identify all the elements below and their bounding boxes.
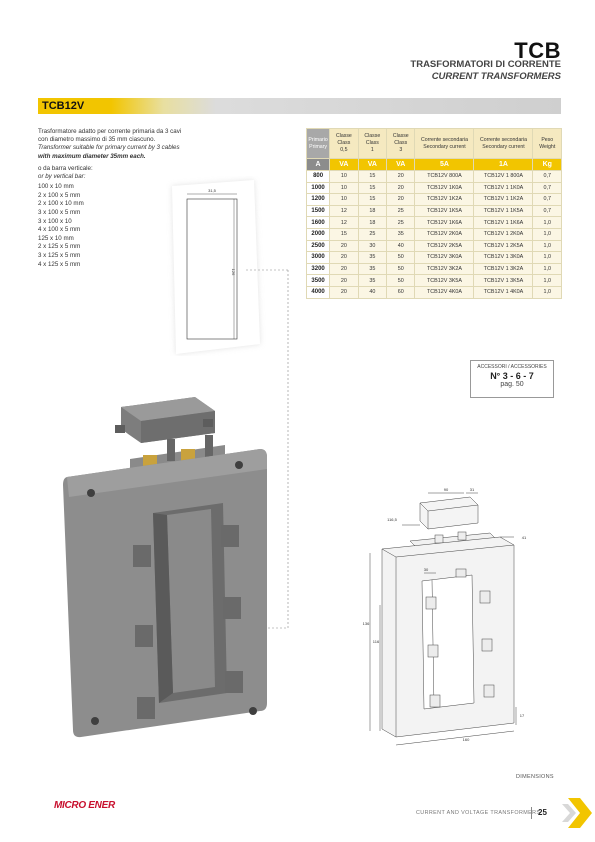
bar-size-item: 3 x 125 x 5 mm — [38, 251, 81, 259]
table-header-cell — [307, 129, 330, 159]
dim-label: 31 — [469, 487, 475, 492]
bar-intro-en: or by vertical bar: — [38, 173, 86, 181]
table-header-text: Primario — [308, 136, 328, 143]
page-number: 25 — [538, 808, 547, 817]
table-header-text: Secondary current — [423, 143, 466, 150]
table-cell: 1,0 — [533, 263, 562, 275]
bar-size-item: 100 x 10 mm — [38, 183, 74, 191]
table-cell: 1,0 — [533, 275, 562, 287]
table-cell: 3200 — [307, 263, 330, 275]
table-header-cell — [533, 129, 562, 159]
table-header-cell — [415, 129, 474, 159]
window-height-label: 126 — [231, 268, 236, 276]
table-cell: 1,0 — [533, 228, 562, 240]
dimensions-label: DIMENSIONS — [516, 774, 554, 780]
table-header-text: Classe — [364, 133, 381, 139]
table-unit-cell: VA — [387, 159, 415, 171]
table-cell: 20 — [330, 286, 358, 298]
table-header-text: Class — [337, 140, 351, 146]
table-cell: 18 — [358, 217, 386, 229]
bar-size-item: 2 x 100 x 10 mm — [38, 200, 84, 208]
table-cell: 12 — [330, 217, 358, 229]
table-header-cell — [330, 129, 358, 159]
table-cell: 1,0 — [533, 240, 562, 252]
bar-size-item: 3 x 100 x 10 — [38, 217, 72, 225]
bar-size-item: 2 x 100 x 5 mm — [38, 191, 81, 199]
table-cell: TCB12V 2K0A — [415, 228, 474, 240]
table-header-text: Corrente secondaria — [479, 136, 527, 143]
page-subtitle-it: TRASFORMATORI DI CORRENTE — [410, 59, 561, 70]
table-row — [307, 240, 562, 252]
table-cell: 12 — [330, 205, 358, 217]
table-header-text: Corrente secondaria — [420, 136, 468, 143]
table-row — [307, 228, 562, 240]
table-cell: 25 — [358, 228, 386, 240]
table-cell: 1,0 — [533, 286, 562, 298]
table-cell: TCB12V 1 1K5A — [474, 205, 533, 217]
table-cell: TCB12V 1 3K0A — [474, 252, 533, 264]
dim-label: 41 — [521, 535, 527, 540]
dim-label: 90 — [443, 487, 449, 492]
dim-label: 30 — [423, 567, 429, 572]
product-image — [55, 385, 290, 755]
table-cell: 800 — [307, 171, 330, 183]
description-en-line2: with maximum diameter 35mm each. — [38, 152, 146, 160]
table-cell: 40 — [387, 240, 415, 252]
chevron-right-icon — [560, 796, 595, 830]
dim-label: 116 — [372, 639, 380, 644]
table-cell: 20 — [330, 252, 358, 264]
table-cell: 10 — [330, 171, 358, 183]
table-cell: 20 — [330, 263, 358, 275]
table-cell: TCB12V 1 1K6A — [474, 217, 533, 229]
table-header-text: Weight — [539, 143, 556, 150]
bar-size-item: 4 x 125 x 5 mm — [38, 260, 81, 268]
dim-label: 136 — [362, 621, 370, 626]
table-cell: 50 — [387, 263, 415, 275]
accessories-title: ACCESSORI / ACCESSORIES — [477, 364, 547, 370]
spec-table — [306, 128, 562, 299]
table-cell: 20 — [330, 240, 358, 252]
table-cell: TCB12V 3K0A — [415, 252, 474, 264]
table-cell: 20 — [330, 275, 358, 287]
table-cell: 25 — [387, 205, 415, 217]
table-cell: TCB12V 1 800A — [474, 171, 533, 183]
description-it-line1: Trasformatore adatto per corrente primaria da 3 cavi — [38, 128, 182, 135]
window-width-label: 31,5 — [208, 188, 216, 193]
table-cell: 35 — [358, 263, 386, 275]
dim-label: 116,5 — [387, 517, 397, 522]
table-cell: TCB12V 1 4K0A — [474, 286, 533, 298]
accessories-numbers: N° 3 - 6 - 7 — [490, 371, 534, 381]
model-bar — [38, 98, 561, 114]
table-cell: TCB12V 1K6A — [415, 217, 474, 229]
accessories-box — [470, 360, 554, 398]
table-unit-cell: VA — [358, 159, 386, 171]
table-unit-cell: 1A — [474, 159, 533, 171]
table-unit-cell: 5A — [415, 159, 474, 171]
table-cell: 0,7 — [533, 194, 562, 206]
table-cell: 3000 — [307, 252, 330, 264]
table-cell: TCB12V 1 2K0A — [474, 228, 533, 240]
accessories-page: pag. 50 — [500, 381, 524, 388]
table-body — [307, 171, 562, 299]
table-header-cell — [358, 129, 386, 159]
description-en-line1: Transformer suitable for primary current by 3 cables — [38, 144, 180, 152]
table-cell: 10 — [330, 182, 358, 194]
table-cell: TCB12V 1 1K0A — [474, 182, 533, 194]
table-row — [307, 263, 562, 275]
table-unit-cell: Kg — [533, 159, 562, 171]
table-unit-row — [307, 159, 562, 171]
table-cell: 18 — [358, 205, 386, 217]
table-cell: TCB12V 3K5A — [415, 275, 474, 287]
bar-size-item: 125 x 10 mm — [38, 234, 74, 242]
footer-section-title: CURRENT AND VOLTAGE TRANSFORMERS — [416, 810, 541, 816]
bar-intro-it: o da barra verticale: — [38, 164, 93, 172]
table-cell: TCB12V 1K2A — [415, 194, 474, 206]
table-row — [307, 275, 562, 287]
table-row — [307, 182, 562, 194]
table-cell: 20 — [387, 182, 415, 194]
page-subtitle-en: CURRENT TRANSFORMERS — [431, 71, 561, 82]
table-cell: 0,7 — [533, 182, 562, 194]
table-cell: 1200 — [307, 194, 330, 206]
table-cell: TCB12V 800A — [415, 171, 474, 183]
table-header-row — [307, 129, 562, 159]
table-cell: 1000 — [307, 182, 330, 194]
table-cell: 3500 — [307, 275, 330, 287]
table-header-text: 3 — [399, 147, 403, 153]
table-cell: 2000 — [307, 228, 330, 240]
table-cell: TCB12V 1K5A — [415, 205, 474, 217]
table-cell: 20 — [387, 171, 415, 183]
table-cell: 20 — [387, 194, 415, 206]
brand-logo: MICRO ENER — [54, 800, 115, 811]
table-row — [307, 217, 562, 229]
table-cell: TCB12V 1K0A — [415, 182, 474, 194]
page-title: TCB — [514, 38, 561, 63]
table-cell: 50 — [387, 252, 415, 264]
table-row — [307, 252, 562, 264]
table-row — [307, 205, 562, 217]
table-cell: 1,0 — [533, 252, 562, 264]
table-cell: 35 — [358, 252, 386, 264]
bar-size-item: 4 x 100 x 5 mm — [38, 226, 81, 234]
table-cell: 10 — [330, 194, 358, 206]
table-cell: 1,0 — [533, 217, 562, 229]
table-cell: TCB12V 1 2K5A — [474, 240, 533, 252]
table-cell: 0,7 — [533, 171, 562, 183]
dim-label: 160 — [462, 737, 470, 742]
table-header-text: Class — [365, 140, 379, 146]
dim-label: 17 — [519, 713, 525, 718]
table-cell: 35 — [387, 228, 415, 240]
bar-size-item: 2 x 125 x 5 mm — [38, 243, 81, 251]
table-header-text: Classe — [335, 133, 352, 139]
table-cell: 2500 — [307, 240, 330, 252]
table-header-text: 1 — [370, 147, 374, 153]
table-cell: 25 — [387, 217, 415, 229]
table-row — [307, 286, 562, 298]
dimensions-drawing — [340, 485, 565, 760]
table-header-cell — [474, 129, 533, 159]
table-cell: 15 — [330, 228, 358, 240]
table-cell: TCB12V 4K0A — [415, 286, 474, 298]
table-cell: 1600 — [307, 217, 330, 229]
table-cell: TCB12V 1 3K2A — [474, 263, 533, 275]
table-cell: 1500 — [307, 205, 330, 217]
bar-size-item: 3 x 100 x 5 mm — [38, 209, 81, 216]
table-cell: TCB12V 1 3K5A — [474, 275, 533, 287]
table-header-text: 0,5 — [340, 147, 348, 153]
table-unit-cell: A — [307, 159, 330, 171]
table-cell: TCB12V 1 1K2A — [474, 194, 533, 206]
table-header-cell — [387, 129, 415, 159]
table-cell: 40 — [358, 286, 386, 298]
table-header-text: Class — [394, 140, 408, 146]
table-cell: TCB12V 2K5A — [415, 240, 474, 252]
table-header-text: Secondary current — [482, 143, 525, 150]
table-cell: TCB12V 3K2A — [415, 263, 474, 275]
table-header-text: Peso — [541, 136, 554, 143]
table-cell: 0,7 — [533, 205, 562, 217]
table-row — [307, 171, 562, 183]
table-cell: 60 — [387, 286, 415, 298]
table-cell: 15 — [358, 182, 386, 194]
table-cell: 30 — [358, 240, 386, 252]
description-it-line2: con diametro massimo di 35 mm ciascuno. — [38, 136, 156, 144]
table-header-text: Classe — [392, 133, 409, 139]
table-header-text: Primary — [309, 143, 328, 150]
table-unit-cell: VA — [330, 159, 358, 171]
table-cell: 15 — [358, 171, 386, 183]
table-row — [307, 194, 562, 206]
footer-separator — [531, 807, 532, 819]
table-cell: 4000 — [307, 286, 330, 298]
table-cell: 50 — [387, 275, 415, 287]
model-label: TCB12V — [42, 100, 85, 112]
table-cell: 35 — [358, 275, 386, 287]
table-cell: 15 — [358, 194, 386, 206]
